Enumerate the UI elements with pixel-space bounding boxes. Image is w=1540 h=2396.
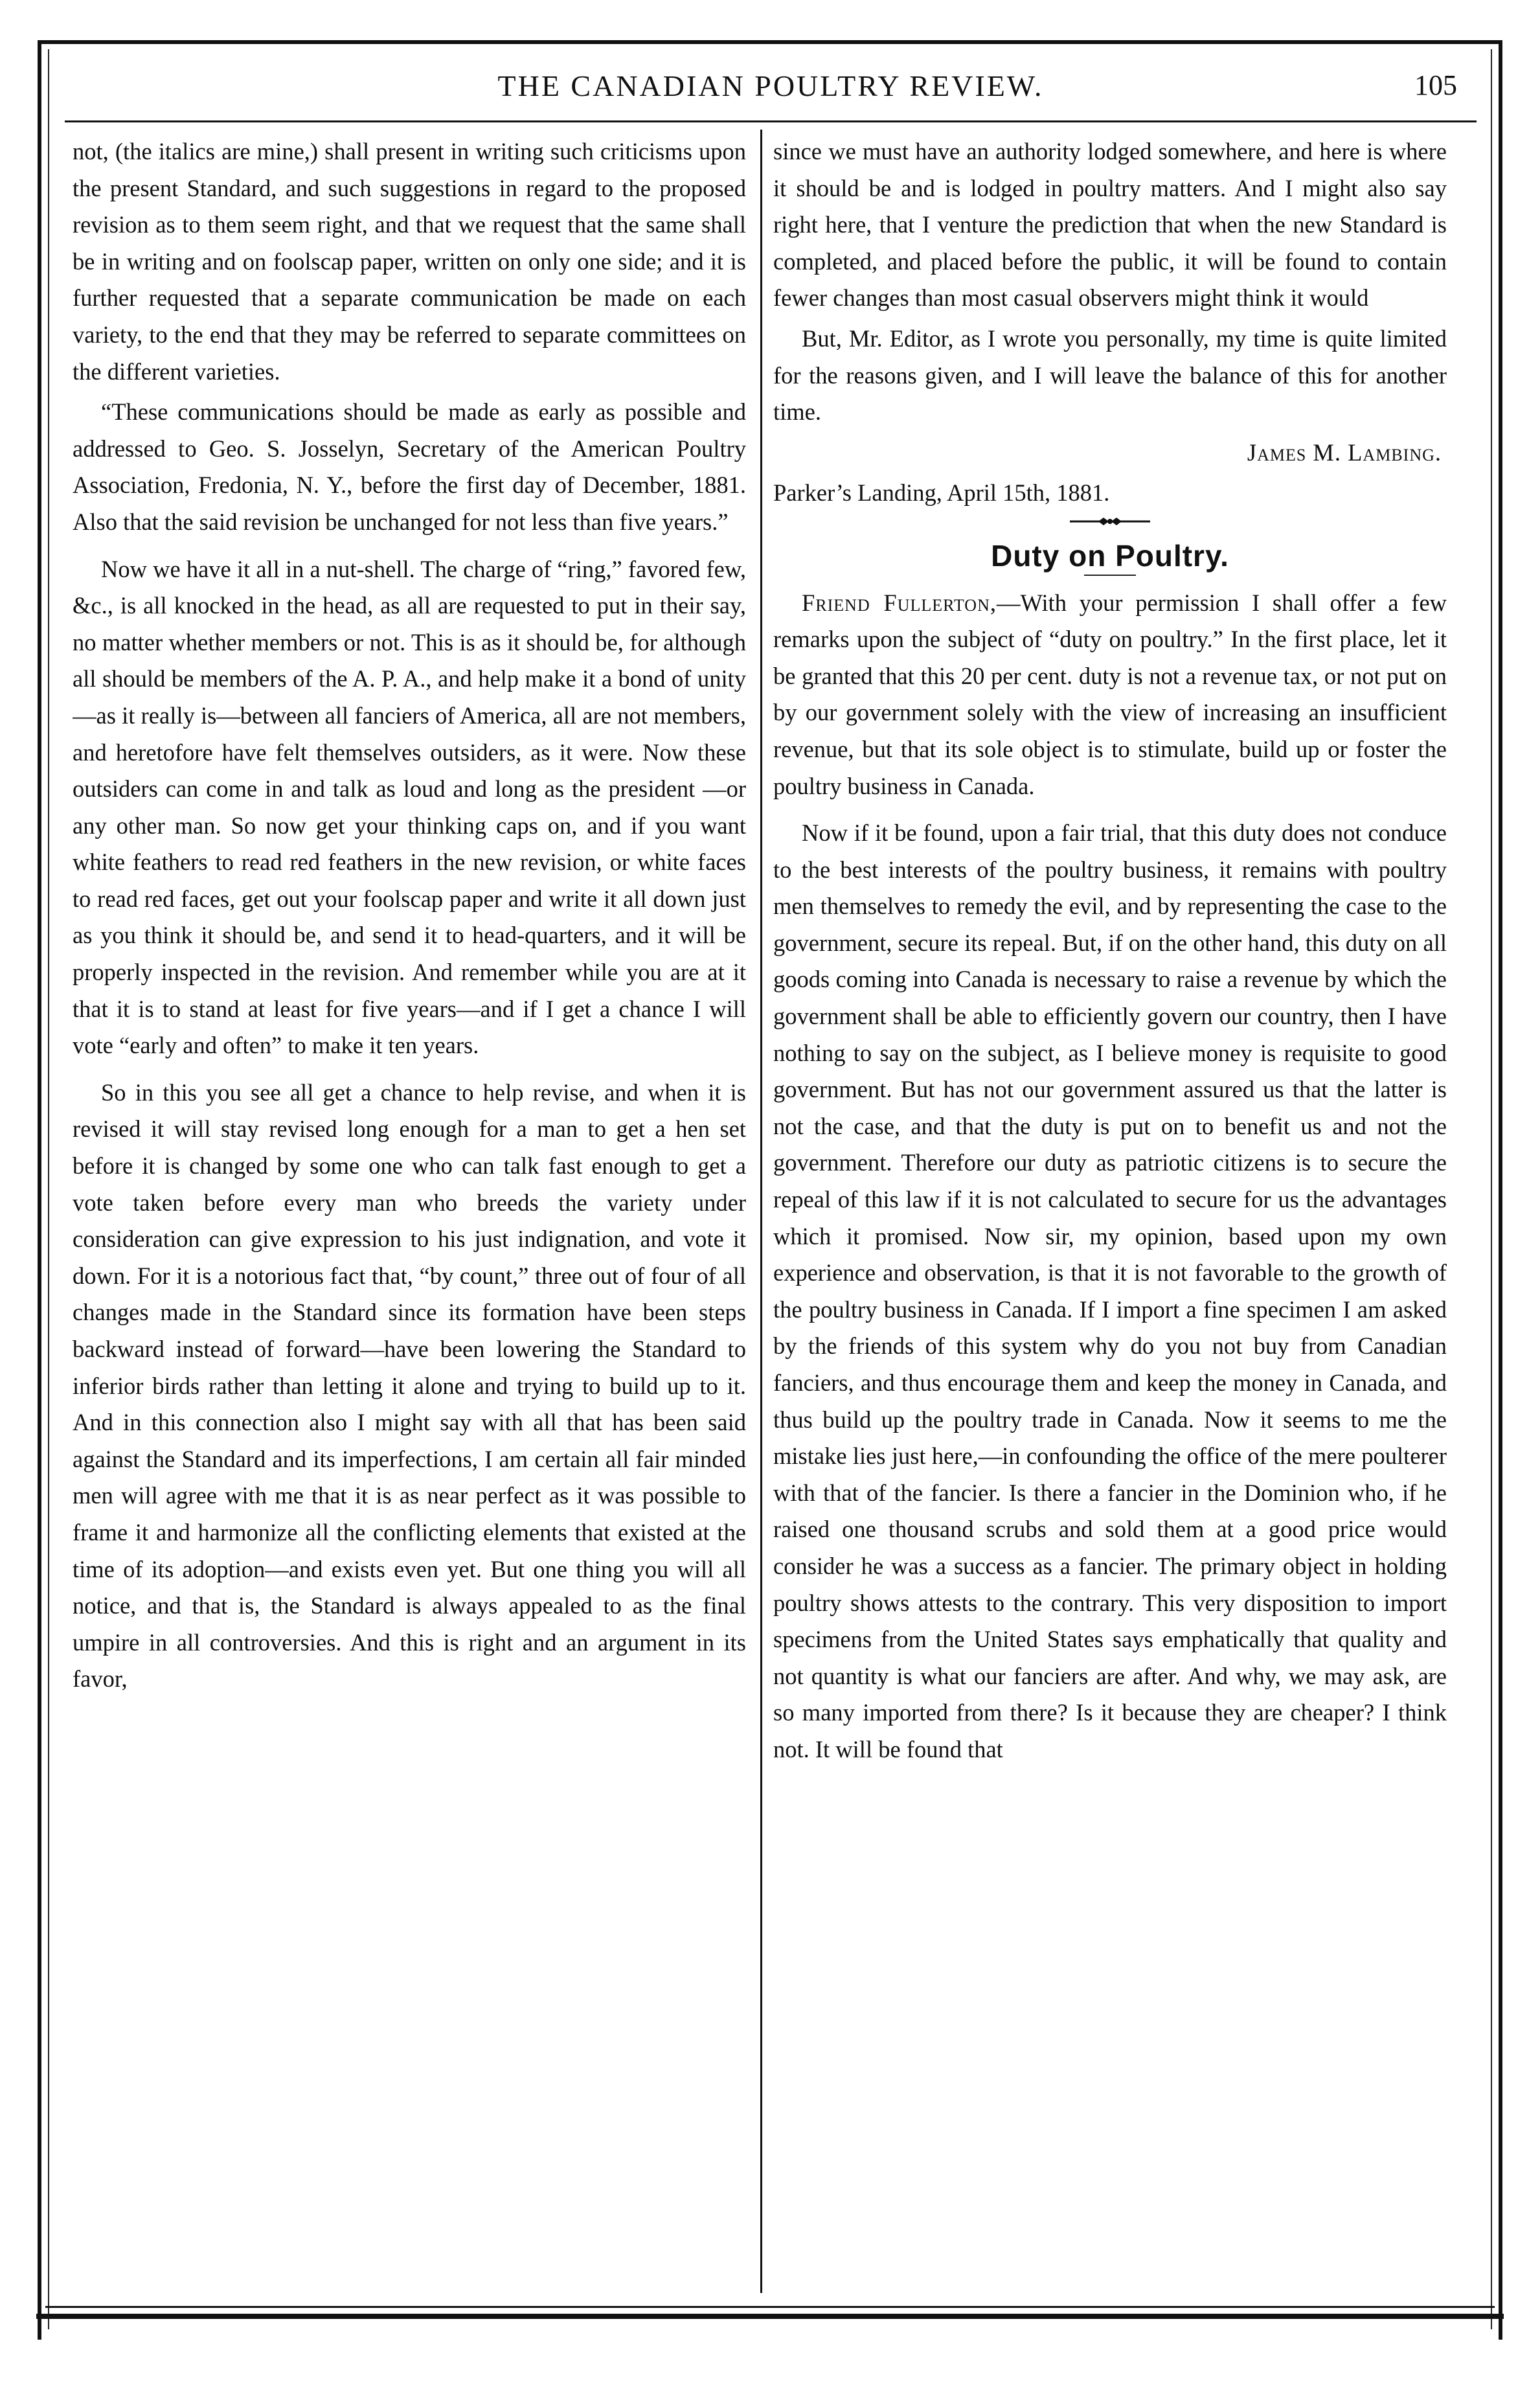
- paragraph-text: —With your permission I shall offer a few remarks upon the subject of “duty on poultry.” In the first place, let it be granted that this 20 per cent. duty is not a revenue tax, or not put on by our government solely with the view of increasing an insufficient revenue, but that its sole object is to stimulate, build up or foster the poultry business in Canada.: [773, 589, 1447, 799]
- title-underline: [1084, 575, 1136, 576]
- page-number: 105: [1414, 69, 1457, 101]
- column-divider: [760, 130, 762, 2293]
- footer-rule-thick: [36, 2314, 1504, 2319]
- author-signature: James M. Lambing.: [1247, 439, 1442, 466]
- right-column: [773, 133, 1447, 2297]
- section-ornament: [773, 512, 1447, 535]
- dateline: Parker’s Landing, April 15th, 1881.: [773, 479, 1110, 507]
- article-paragraph: But, Mr. Editor, as I wrote you personally, my time is quite limited for the reasons given, and I will leave the balance of this for another time.: [773, 325, 1447, 426]
- article-paragraph: not, (the italics are mine,) shall present in writing such criticisms upon the present Standard, and such suggestions in regard to the proposed revision as to them seem right, and that we request that the same shall be in writing and on foolscap paper, written on only one side; and it is further requested that a separate communication be made on each variety, to the end that they may be referred to separate committees on the different varieties.: [73, 138, 746, 385]
- ornament-rule-icon: [1065, 512, 1155, 531]
- publication-title: THE CANADIAN POULTRY REVIEW.: [497, 69, 1044, 102]
- article-paragraph: since we must have an authority lodged somewhere, and here is where it should be and is lodged in poultry matters. And I might also say right here, that I venture the prediction that when the new Standard is completed, and placed before the public, it will be found to contain fewer changes than most casual observers might think it would: [773, 138, 1447, 312]
- salutation: Friend Fullerton,: [802, 589, 997, 616]
- running-header: [65, 65, 1477, 114]
- header-rule: [65, 120, 1477, 122]
- article-paragraph: Now if it be found, upon a fair trial, that this duty does not conduce to the best interests of the poultry business, it remains with poultry men themselves to remedy the evil, and by representing the case to the government, secure its repeal. But, if on the other hand, this duty on all goods coming into Canada is necessary to raise a revenue by which the government shall be able to efficiently govern our country, then I have nothing to say on the subject, as I believe money is requisite to good government. But has not our government assured us that the latter is not the case, and that the duty is put on to benefit us and not the government. Therefore our duty as patriotic citizens is to secure the repeal of this law if it is not calculated to secure for us the advantages which it promised. Now sir, my opinion, based upon my own experience and observation, is that it is not favorable to the growth of the poultry business in Canada. If I import a fine specimen I am asked by the friends of this system why do you not buy from Canadian fanciers, and thus encourage them and keep the money in Canada, and thus build up the poultry trade in Canada. Now it seems to me the mistake lies just here,—in confounding the office of the mere poulterer with that of the fancier. Is there a fancier in the Dominion who, if he raised one thousand scrubs and sold them at a good price would consider he was a success as a fancier. The primary object in holding poultry shows attests to the contrary. This very disposition to import specimens from the United States says emphatically that quality and not quantity is what our fanciers are after. And why, we may ask, are so many imported from there? Is it because they are cheaper? I think not. It will be found that: [773, 819, 1447, 1763]
- left-column: [73, 133, 746, 2297]
- section-title: Duty on Poultry.: [991, 538, 1229, 573]
- article-paragraph: [773, 585, 1447, 805]
- article-paragraph: “These communications should be made as early as possible and addressed to Geo. S. Josselyn, Secretary of the American Poultry Association, Fredonia, N. Y., before the first day of December, 1881. Also that the said revision be unchanged for not less than five years.”: [73, 398, 746, 535]
- footer-rule-thin: [45, 2306, 1495, 2308]
- article-paragraph: So in this you see all get a chance to help revise, and when it is revised it will stay revised long enough for a man to get a hen set before it is changed by some one who can talk fast enough to get a vote taken before every man who breeds the variety under consideration can give expression to his just indignation, and vote it down. For it is a notorious fact that, “by count,” three out of four of all changes made in the Standard since its formation have been steps backward instead of forward—have been lowering the Standard to inferior birds rather than letting it alone and trying to build up to it. And in this connection also I might say with all that has been said against the Standard and its imperfections, I am certain all fair minded men will agree with me that it is as near perfect as it was possible to frame it and harmonize all the conflicting elements that existed at the time of its adoption—and exists even yet. But one thing you will all notice, and that is, the Standard is always appealed to as the final umpire in all controversies. And this is right and an argument in its favor,: [73, 1078, 746, 1693]
- article-paragraph: Now we have it all in a nut-shell. The charge of “ring,” favored few, &c., is all knocked in the head, as all are requested to put in their say, no matter whether members or not. This is as it should be, for although all should be members of the A. P. A., and help make it a bond of unity—as it really is—between all fanciers of America, all are not members, and heretofore have felt themselves outsiders, as it were. Now these outsiders can come in and talk as loud and long as the president —or any other man. So now get your thinking caps on, and if you want white feathers to read red feathers in the new revision, or white faces to read red faces, get out your foolscap paper and write it all down just as you think it should be, and send it to head-quarters, and it will be properly inspected in the revision. And remember while you are at it that it is to stand at least for five years—and if I get a chance I will vote “early and often” to make it ten years.: [73, 555, 746, 1059]
